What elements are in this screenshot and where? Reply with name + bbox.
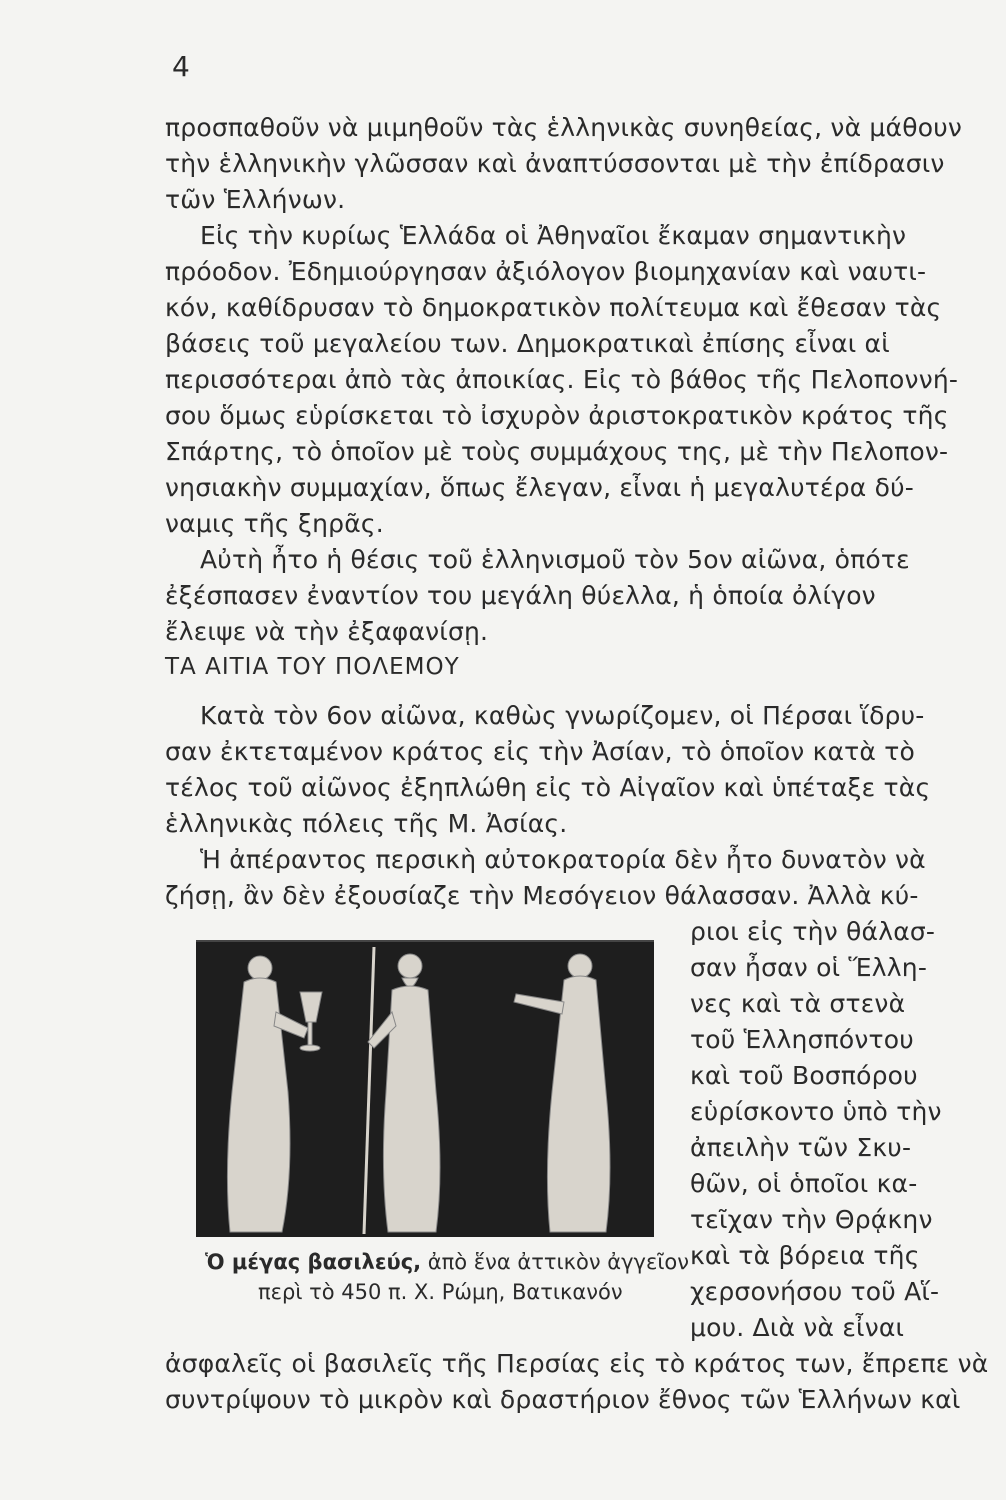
text-line: ριοι εἰς τὴν θάλασ- <box>690 917 936 946</box>
text-line: ἀσφαλεῖς οἱ βασιλεῖς τῆς Περσίας εἰς τὸ κράτος των, ἔπρεπε νὰ <box>165 1349 989 1378</box>
text-line: βάσεις τοῦ μεγαλείου των. Δημοκρατικαὶ ἐπίσης εἶναι αἱ <box>165 329 890 358</box>
text-line: καὶ τοῦ Βοσπόρου <box>690 1061 918 1090</box>
text-line: συντρίψουν τὸ μικρὸν καὶ δραστήριον ἔθνος τῶν Ἑλλήνων καὶ <box>165 1385 961 1414</box>
text-line: ζήσῃ, ἂν δὲν ἐξουσίαζε τὴν Μεσόγειον θάλασσαν. Ἀλλὰ κύ- <box>165 881 919 910</box>
figure-caption <box>205 1250 689 1274</box>
text-line: περισσότεραι ἀπὸ τὰς ἀποικίας. Εἰς τὸ βάθος τῆς Πελοποννή- <box>165 365 959 394</box>
section-heading: ΤΑ ΑΙΤΙΑ ΤΟΥ ΠΟΛΕΜΟΥ <box>165 654 460 680</box>
text-line: σαν ἦσαν οἱ Ἕλλη- <box>690 953 928 982</box>
text-line: νες καὶ τὰ στενὰ <box>690 989 906 1018</box>
text-line: ἔλειψε νὰ τὴν ἐξαφανίσῃ. <box>165 617 489 646</box>
text-line: ἑλληνικὰς πόλεις τῆς Μ. Ἀσίας. <box>165 809 568 838</box>
vase-illustration <box>196 940 654 1237</box>
text-line: ἀπειλὴν τῶν Σκυ- <box>690 1133 912 1162</box>
text-line: πρόοδον. Ἐδημιούργησαν ἀξιόλογον βιομηχανίαν καὶ ναυτι- <box>165 257 927 286</box>
caption-title: Ὁ μέγας βασιλεύς, <box>205 1250 422 1274</box>
text-line: νησιακὴν συμμαχίαν, ὅπως ἔλεγαν, εἶναι ἡ μεγαλυτέρα δύ- <box>165 473 914 502</box>
text-line: χερσονήσου τοῦ Αἵ- <box>690 1277 940 1306</box>
text-line: τοῦ Ἑλλησπόντου <box>690 1025 914 1054</box>
figure-caption-line2: περὶ τὸ 450 π. Χ. Ρώμη, Βατικανόν <box>258 1280 623 1304</box>
text-line: Εἰς τὴν κυρίως Ἑλλάδα οἱ Ἀθηναῖοι ἔκαμαν σημαντικὴν <box>200 221 907 250</box>
text-line: Αὐτὴ ἦτο ἡ θέσις τοῦ ἑλληνισμοῦ τὸν 5ον αἰῶνα, ὁπότε <box>200 545 910 574</box>
text-line: θῶν, οἱ ὁποῖοι κα- <box>690 1169 918 1198</box>
text-line: μου. Διὰ νὰ εἶναι <box>690 1313 905 1342</box>
caption-text: ἀπὸ ἕνα ἀττικὸν ἀγγεῖον <box>421 1250 690 1274</box>
text-line: Κατὰ τὸν 6ον αἰῶνα, καθὼς γνωρίζομεν, οἱ Πέρσαι ἵδρυ- <box>200 701 925 730</box>
text-line: ναμις τῆς ξηρᾶς. <box>165 509 384 538</box>
text-line: καὶ τὰ βόρεια τῆς <box>690 1241 920 1270</box>
text-line: ἐξέσπασεν ἐναντίον του μεγάλη θύελλα, ἡ ὁποία ὀλίγον <box>165 581 876 610</box>
text-line: τὴν ἑλληνικὴν γλῶσσαν καὶ ἀναπτύσσονται μὲ τὴν ἐπίδρασιν <box>165 149 945 178</box>
text-line: τέλος τοῦ αἰῶνος ἐξηπλώθη εἰς τὸ Αἰγαῖον καὶ ὑπέταξε τὰς <box>165 773 931 802</box>
text-line: προσπαθοῦν νὰ μιμηθοῦν τὰς ἑλληνικὰς συνηθείας, νὰ μάθουν <box>165 113 963 142</box>
text-line: σαν ἐκτεταμένον κράτος εἰς τὴν Ἀσίαν, τὸ ὁποῖον κατὰ τὸ <box>165 737 916 766</box>
text-line: τῶν Ἑλλήνων. <box>165 185 346 214</box>
text-line: Ἡ ἀπέραντος περσικὴ αὐτοκρατορία δὲν ἦτο δυνατὸν νὰ <box>200 845 926 874</box>
text-line: Σπάρτης, τὸ ὁποῖον μὲ τοὺς συμμάχους της, μὲ τὴν Πελοπον- <box>165 437 949 466</box>
text-line: κόν, καθίδρυσαν τὸ δημοκρατικὸν πολίτευμα καὶ ἔθεσαν τὰς <box>165 293 942 322</box>
text-line: τεῖχαν τὴν Θρᾴκην <box>690 1205 933 1234</box>
text-line: εὑρίσκοντο ὑπὸ τὴν <box>690 1097 942 1126</box>
text-line: σου ὅμως εὑρίσκεται τὸ ἰσχυρὸν ἀριστοκρατικὸν κράτος τῆς <box>165 401 949 430</box>
page-number: 4 <box>172 50 190 83</box>
